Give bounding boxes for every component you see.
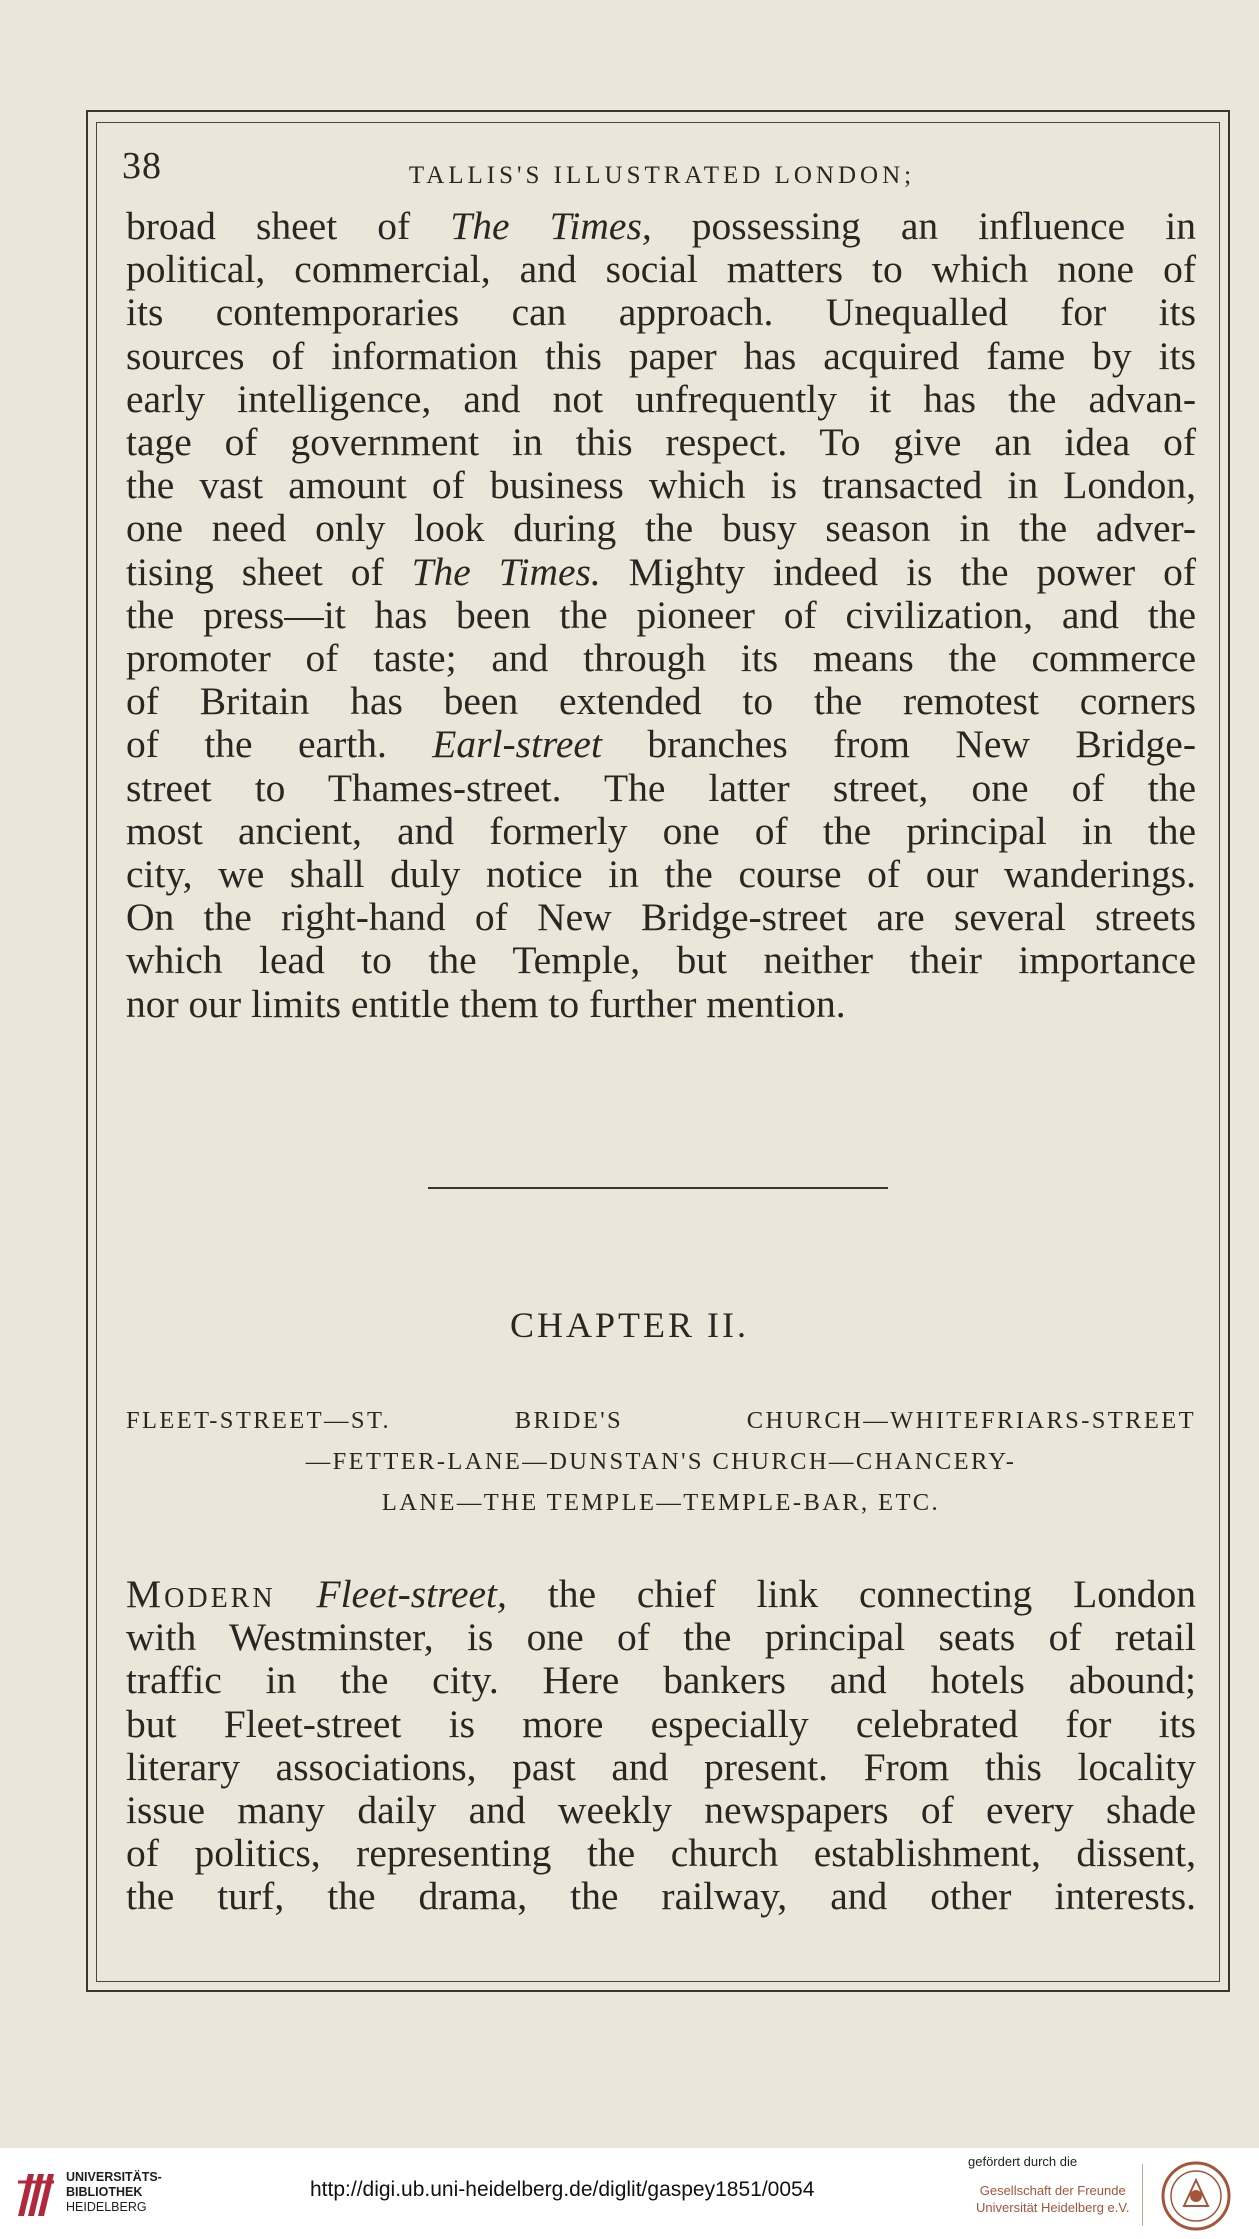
text-line: the vast amount of business which is transacted in London, bbox=[126, 463, 1196, 508]
text-line: nor our limits entitle them to further mention. bbox=[126, 981, 846, 1026]
sponsor-name: Gesellschaft der Freunde Universität Heidelberg e.V. bbox=[976, 2183, 1130, 2215]
ub-heidelberg-logo-icon[interactable] bbox=[14, 2164, 58, 2224]
summary-line: FLEET-STREET—ST. BRIDE'S CHURCH—WHITEFRIARS-STREET bbox=[126, 1407, 1196, 1434]
text-line: political, commercial, and social matters to which none of bbox=[126, 247, 1196, 292]
text-line: the turf, the drama, the railway, and other interests. bbox=[126, 1874, 1196, 1919]
text-line: tage of government in this respect. To give an idea of bbox=[126, 420, 1196, 465]
text-line: literary associations, past and present. From this locality bbox=[126, 1744, 1196, 1789]
text-line: broad sheet of The Times, possessing an influence in bbox=[126, 204, 1197, 248]
page-header bbox=[122, 144, 1202, 194]
text-line: of Britain has been extended to the remotest corners bbox=[126, 679, 1196, 724]
italic-title: The Times. bbox=[411, 549, 601, 594]
text-line: tising sheet of The Times. Mighty indeed is the power of bbox=[126, 549, 1196, 594]
page-number: 38 bbox=[122, 145, 162, 187]
footer-divider bbox=[1142, 2164, 1143, 2226]
opening-word: Modern bbox=[126, 1572, 276, 1616]
university-seal-icon[interactable] bbox=[1160, 2160, 1232, 2232]
digitization-footer bbox=[0, 2148, 1259, 2239]
text-line: which lead to the Temple, but neither their importance bbox=[126, 938, 1196, 983]
italic-street-name: Earl-street bbox=[432, 722, 602, 767]
library-name: UNIVERSITÄTS- BIBLIOTHEK HEIDELBERG bbox=[66, 2170, 162, 2214]
text-line: its contemporaries can approach. Unequalled for its bbox=[126, 290, 1196, 335]
text-line: of the earth. Earl-street branches from New Bridge- bbox=[126, 722, 1196, 767]
paragraph-2 bbox=[126, 1573, 1196, 1919]
text-line: traffic in the city. Here bankers and hotels abound; bbox=[126, 1658, 1196, 1703]
section-divider bbox=[428, 1187, 888, 1189]
running-head: TALLIS'S ILLUSTRATED LONDON; bbox=[408, 162, 916, 189]
text-line: the press—it has been the pioneer of civilization, and the bbox=[126, 592, 1196, 637]
summary-line: LANE—THE TEMPLE—TEMPLE-BAR, ETC. bbox=[381, 1489, 941, 1516]
text-line: street to Thames-street. The latter street, one of the bbox=[126, 765, 1196, 810]
text-line: issue many daily and weekly newspapers of every shade bbox=[126, 1788, 1196, 1833]
sponsor-note: gefördert durch die bbox=[968, 2154, 1078, 2169]
text-line: most ancient, and formerly one of the principal in the bbox=[126, 808, 1196, 853]
text-line: with Westminster, is one of the principal seats of retail bbox=[126, 1615, 1196, 1660]
chapter-title: CHAPTER II. bbox=[510, 1305, 749, 1345]
source-url-link[interactable]: http://digi.ub.uni-heidelberg.de/diglit/gaspey1851/0054 bbox=[310, 2178, 815, 2201]
text-line: On the right-hand of New Bridge-street are several streets bbox=[126, 895, 1196, 940]
text-line: but Fleet-street is more especially celebrated for its bbox=[126, 1701, 1196, 1746]
text-line: one need only look during the busy season in the adver- bbox=[126, 506, 1196, 551]
italic-street-name: Fleet-street, bbox=[316, 1572, 507, 1616]
chapter-summary bbox=[126, 1400, 1196, 1523]
text-line: city, we shall duly notice in the course of our wanderings. bbox=[126, 852, 1196, 897]
paragraph-1 bbox=[126, 205, 1196, 1026]
text-line: sources of information this paper has acquired fame by its bbox=[126, 333, 1196, 378]
text-line: promoter of taste; and through its means the commerce bbox=[126, 636, 1196, 681]
text-line: of politics, representing the church establishment, dissent, bbox=[126, 1831, 1196, 1876]
summary-line: —FETTER-LANE—DUNSTAN'S CHURCH—CHANCERY- bbox=[305, 1448, 1017, 1475]
text-line: Modern Fleet-street, the chief link connecting London bbox=[126, 1572, 1196, 1616]
text-line: early intelligence, and not unfrequently it has the advan- bbox=[126, 376, 1196, 421]
italic-title: The Times, bbox=[450, 204, 652, 248]
